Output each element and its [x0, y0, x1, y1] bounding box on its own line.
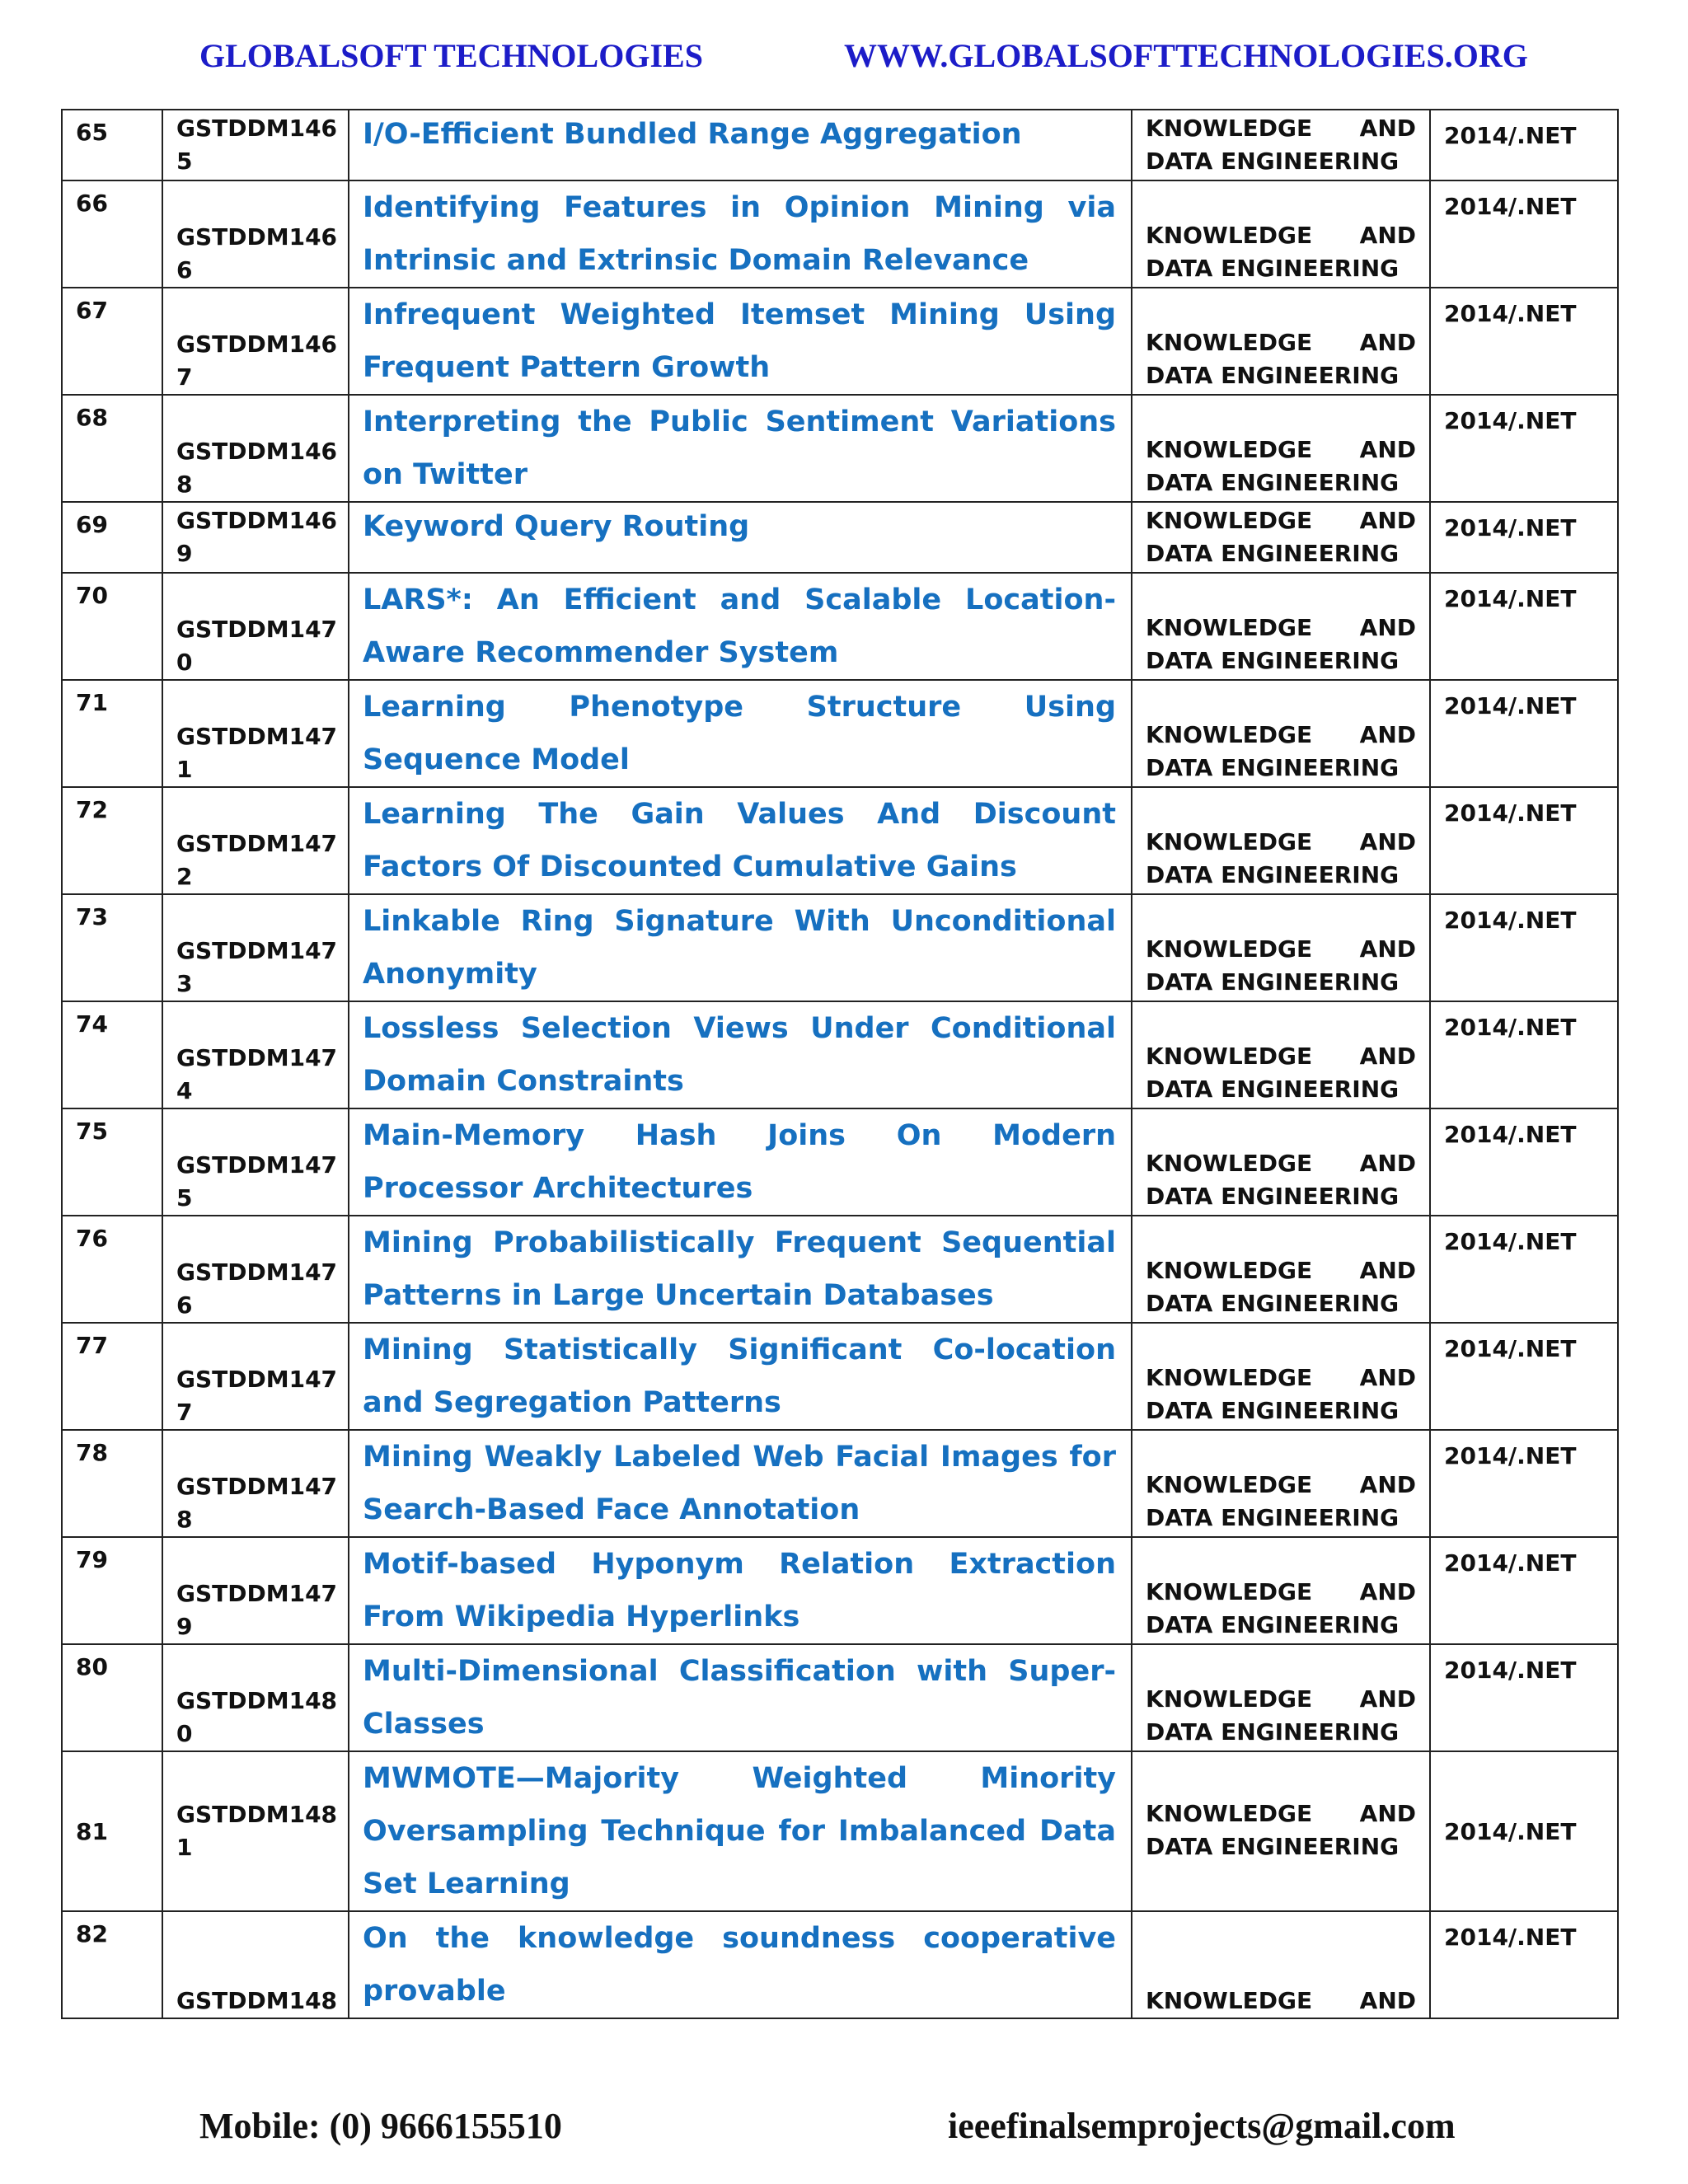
year-platform: 2014/.NET [1430, 1751, 1618, 1911]
domain-line-1: KNOWLEDGE AND [1146, 1257, 1416, 1284]
year-platform: 2014/.NET [1430, 1216, 1618, 1323]
project-title-link[interactable]: MWMOTE—Majority Weighted Minority Oversampling Technique for Imbalanced Data Set Learning [363, 1762, 1116, 1900]
project-title-link[interactable]: Mining Weakly Labeled Web Facial Images for Search-Based Face Annotation [363, 1441, 1116, 1526]
domain-line-2: DATA ENGINEERING [1146, 1076, 1400, 1103]
table-row [62, 1108, 1618, 1216]
table-row [62, 288, 1618, 395]
year-platform: 2014/.NET [1430, 180, 1618, 288]
project-title-link[interactable]: Mining Statistically Significant Co-location and Segregation Patterns [363, 1333, 1116, 1419]
domain-line-1: KNOWLEDGE AND [1146, 1685, 1416, 1713]
serial-number: 74 [62, 1001, 162, 1108]
domain-cell [1132, 1430, 1430, 1537]
domain-line-2: DATA ENGINEERING [1146, 1718, 1400, 1746]
table-row [62, 894, 1618, 1001]
domain-line-1: KNOWLEDGE AND [1146, 614, 1416, 641]
domain-line-2: DATA ENGINEERING [1146, 540, 1400, 567]
table-row [62, 680, 1618, 787]
domain-line-1: KNOWLEDGE AND [1146, 1471, 1416, 1498]
serial-number: 75 [62, 1108, 162, 1216]
domain-line-2: DATA ENGINEERING [1146, 1183, 1400, 1210]
table-row [62, 573, 1618, 680]
domain-line-2: DATA ENGINEERING [1146, 647, 1400, 674]
serial-number: 76 [62, 1216, 162, 1323]
domain-line-1: KNOWLEDGE AND [1146, 1578, 1416, 1605]
project-code: GSTDDM1467 [162, 288, 349, 395]
project-title-link[interactable]: Motif-based Hyponym Relation Extraction From Wikipedia Hyperlinks [363, 1548, 1116, 1633]
domain-line-1: KNOWLEDGE AND [1146, 828, 1416, 855]
year-platform: 2014/.NET [1430, 573, 1618, 680]
year-platform: 2014/.NET [1430, 1108, 1618, 1216]
serial-number: 81 [62, 1751, 162, 1911]
project-code: GSTDDM1477 [162, 1323, 349, 1430]
mobile-contact: Mobile: (0) 9666155510 [199, 2106, 562, 2146]
serial-number: 72 [62, 787, 162, 894]
project-title-link[interactable]: Interpreting the Public Sentiment Variations on Twitter [363, 405, 1116, 491]
domain-cell [1132, 787, 1430, 894]
domain-cell [1132, 288, 1430, 395]
domain-cell [1132, 1216, 1430, 1323]
project-code: GSTDDM1472 [162, 787, 349, 894]
serial-number: 67 [62, 288, 162, 395]
year-platform: 2014/.NET [1430, 894, 1618, 1001]
table-row [62, 1001, 1618, 1108]
domain-line-2: DATA ENGINEERING [1146, 1833, 1400, 1860]
project-code: GSTDDM1476 [162, 1216, 349, 1323]
domain-cell [1132, 1323, 1430, 1430]
domain-line-2: DATA ENGINEERING [1146, 754, 1400, 781]
serial-number: 80 [62, 1644, 162, 1751]
domain-line-1: KNOWLEDGE AND [1146, 1800, 1416, 1827]
domain-cell [1132, 573, 1430, 680]
email-contact[interactable]: ieeefinalsemprojects@gmail.com [948, 2106, 1456, 2146]
project-title-link[interactable]: Mining Probabilistically Frequent Sequential Patterns in Large Uncertain Databases [363, 1226, 1116, 1312]
project-title-link[interactable]: Keyword Query Routing [363, 510, 750, 543]
year-platform: 2014/.NET [1430, 680, 1618, 787]
table-row [62, 1323, 1618, 1430]
table-row [62, 1216, 1618, 1323]
domain-cell [1132, 1751, 1430, 1911]
domain-line-1: KNOWLEDGE AND [1146, 436, 1416, 463]
serial-number: 66 [62, 180, 162, 288]
domain-line-1: KNOWLEDGE AND [1146, 329, 1416, 356]
serial-number: 68 [62, 395, 162, 502]
project-title-link[interactable]: Multi-Dimensional Classification with Super-Classes [363, 1655, 1116, 1741]
project-code: GSTDDM1465 [162, 110, 349, 180]
table-row [62, 502, 1618, 573]
table-row [62, 395, 1618, 502]
table-row [62, 1644, 1618, 1751]
project-title-link[interactable]: Learning The Gain Values And Discount Factors Of Discounted Cumulative Gains [363, 798, 1116, 883]
domain-line-2: DATA ENGINEERING [1146, 148, 1400, 175]
table-row [62, 110, 1618, 180]
project-code: GSTDDM1481 [162, 1751, 349, 1911]
domain-line-1: KNOWLEDGE AND [1146, 507, 1416, 534]
domain-line-1: KNOWLEDGE AND [1146, 935, 1416, 963]
domain-line-2: DATA ENGINEERING [1146, 255, 1400, 282]
table-row [62, 1911, 1618, 2018]
domain-line-1: KNOWLEDGE AND [1146, 1987, 1416, 2014]
domain-line-2: DATA ENGINEERING [1146, 1611, 1400, 1638]
domain-line-2: DATA ENGINEERING [1146, 469, 1400, 496]
domain-line-2: DATA ENGINEERING [1146, 362, 1400, 389]
domain-cell [1132, 894, 1430, 1001]
domain-cell [1132, 1644, 1430, 1751]
table-row [62, 1430, 1618, 1537]
project-code: GSTDDM1479 [162, 1537, 349, 1644]
domain-cell [1132, 395, 1430, 502]
project-title-link[interactable]: Infrequent Weighted Itemset Mining Using Frequent Pattern Growth [363, 298, 1116, 384]
serial-number: 71 [62, 680, 162, 787]
year-platform: 2014/.NET [1430, 1001, 1618, 1108]
project-code: GSTDDM1480 [162, 1644, 349, 1751]
project-title-link[interactable]: I/O-Efficient Bundled Range Aggregation [363, 118, 1022, 151]
project-code: GSTDDM1473 [162, 894, 349, 1001]
website-link[interactable]: WWW.GLOBALSOFTTECHNOLOGIES.ORG [844, 37, 1528, 74]
domain-cell [1132, 1911, 1430, 2018]
domain-line-2: DATA ENGINEERING [1146, 1397, 1400, 1424]
serial-number: 70 [62, 573, 162, 680]
domain-cell [1132, 1537, 1430, 1644]
domain-cell [1132, 1001, 1430, 1108]
project-code: GSTDDM1474 [162, 1001, 349, 1108]
project-code: GSTDDM1468 [162, 395, 349, 502]
year-platform: 2014/.NET [1430, 1911, 1618, 2018]
domain-cell [1132, 502, 1430, 573]
projects-table-container [61, 109, 1617, 2019]
table-row [62, 1751, 1618, 1911]
domain-cell [1132, 180, 1430, 288]
domain-cell [1132, 1108, 1430, 1216]
year-platform: 2014/.NET [1430, 502, 1618, 573]
serial-number: 79 [62, 1537, 162, 1644]
company-name: GLOBALSOFT TECHNOLOGIES [199, 37, 703, 74]
table-row [62, 1537, 1618, 1644]
domain-line-1: KNOWLEDGE AND [1146, 115, 1416, 142]
year-platform: 2014/.NET [1430, 1644, 1618, 1751]
serial-number: 65 [62, 110, 162, 180]
serial-number: 73 [62, 894, 162, 1001]
serial-number: 78 [62, 1430, 162, 1537]
page-header [0, 36, 1688, 82]
project-code: GSTDDM1466 [162, 180, 349, 288]
project-code: GSTDDM148 [162, 1911, 349, 2018]
year-platform: 2014/.NET [1430, 787, 1618, 894]
project-code: GSTDDM1469 [162, 502, 349, 573]
table-row [62, 180, 1618, 288]
project-title-link[interactable]: Learning Phenotype Structure Using Sequence Model [363, 691, 1116, 776]
domain-cell [1132, 680, 1430, 787]
domain-line-2: DATA ENGINEERING [1146, 861, 1400, 888]
domain-line-1: KNOWLEDGE AND [1146, 1364, 1416, 1391]
project-code: GSTDDM1478 [162, 1430, 349, 1537]
project-title-link[interactable]: Linkable Ring Signature With Unconditional Anonymity [363, 905, 1116, 991]
project-title-link[interactable]: LARS*: An Efficient and Scalable Location-Aware Recommender System [363, 583, 1116, 669]
projects-table [61, 109, 1619, 2019]
serial-number: 77 [62, 1323, 162, 1430]
serial-number: 69 [62, 502, 162, 573]
domain-line-1: KNOWLEDGE AND [1146, 1043, 1416, 1070]
project-title-link[interactable]: Main-Memory Hash Joins On Modern Processor Architectures [363, 1119, 1116, 1205]
year-platform: 2014/.NET [1430, 1323, 1618, 1430]
domain-line-2: DATA ENGINEERING [1146, 968, 1400, 996]
domain-line-2: DATA ENGINEERING [1146, 1504, 1400, 1531]
domain-line-2: DATA ENGINEERING [1146, 1290, 1400, 1317]
project-title-link[interactable]: On the knowledge soundness cooperative provable [363, 1922, 1116, 2008]
domain-line-1: KNOWLEDGE AND [1146, 721, 1416, 748]
domain-line-1: KNOWLEDGE AND [1146, 222, 1416, 249]
project-code: GSTDDM1471 [162, 680, 349, 787]
year-platform: 2014/.NET [1430, 110, 1618, 180]
project-title-link[interactable]: Lossless Selection Views Under Conditional Domain Constraints [363, 1012, 1116, 1098]
year-platform: 2014/.NET [1430, 288, 1618, 395]
project-title-link[interactable]: Identifying Features in Opinion Mining via Intrinsic and Extrinsic Domain Relevance [363, 191, 1116, 277]
year-platform: 2014/.NET [1430, 395, 1618, 502]
domain-cell [1132, 110, 1430, 180]
domain-line-1: KNOWLEDGE AND [1146, 1150, 1416, 1177]
project-code: GSTDDM1470 [162, 573, 349, 680]
project-code: GSTDDM1475 [162, 1108, 349, 1216]
year-platform: 2014/.NET [1430, 1430, 1618, 1537]
year-platform: 2014/.NET [1430, 1537, 1618, 1644]
serial-number: 82 [62, 1911, 162, 2018]
table-row [62, 787, 1618, 894]
